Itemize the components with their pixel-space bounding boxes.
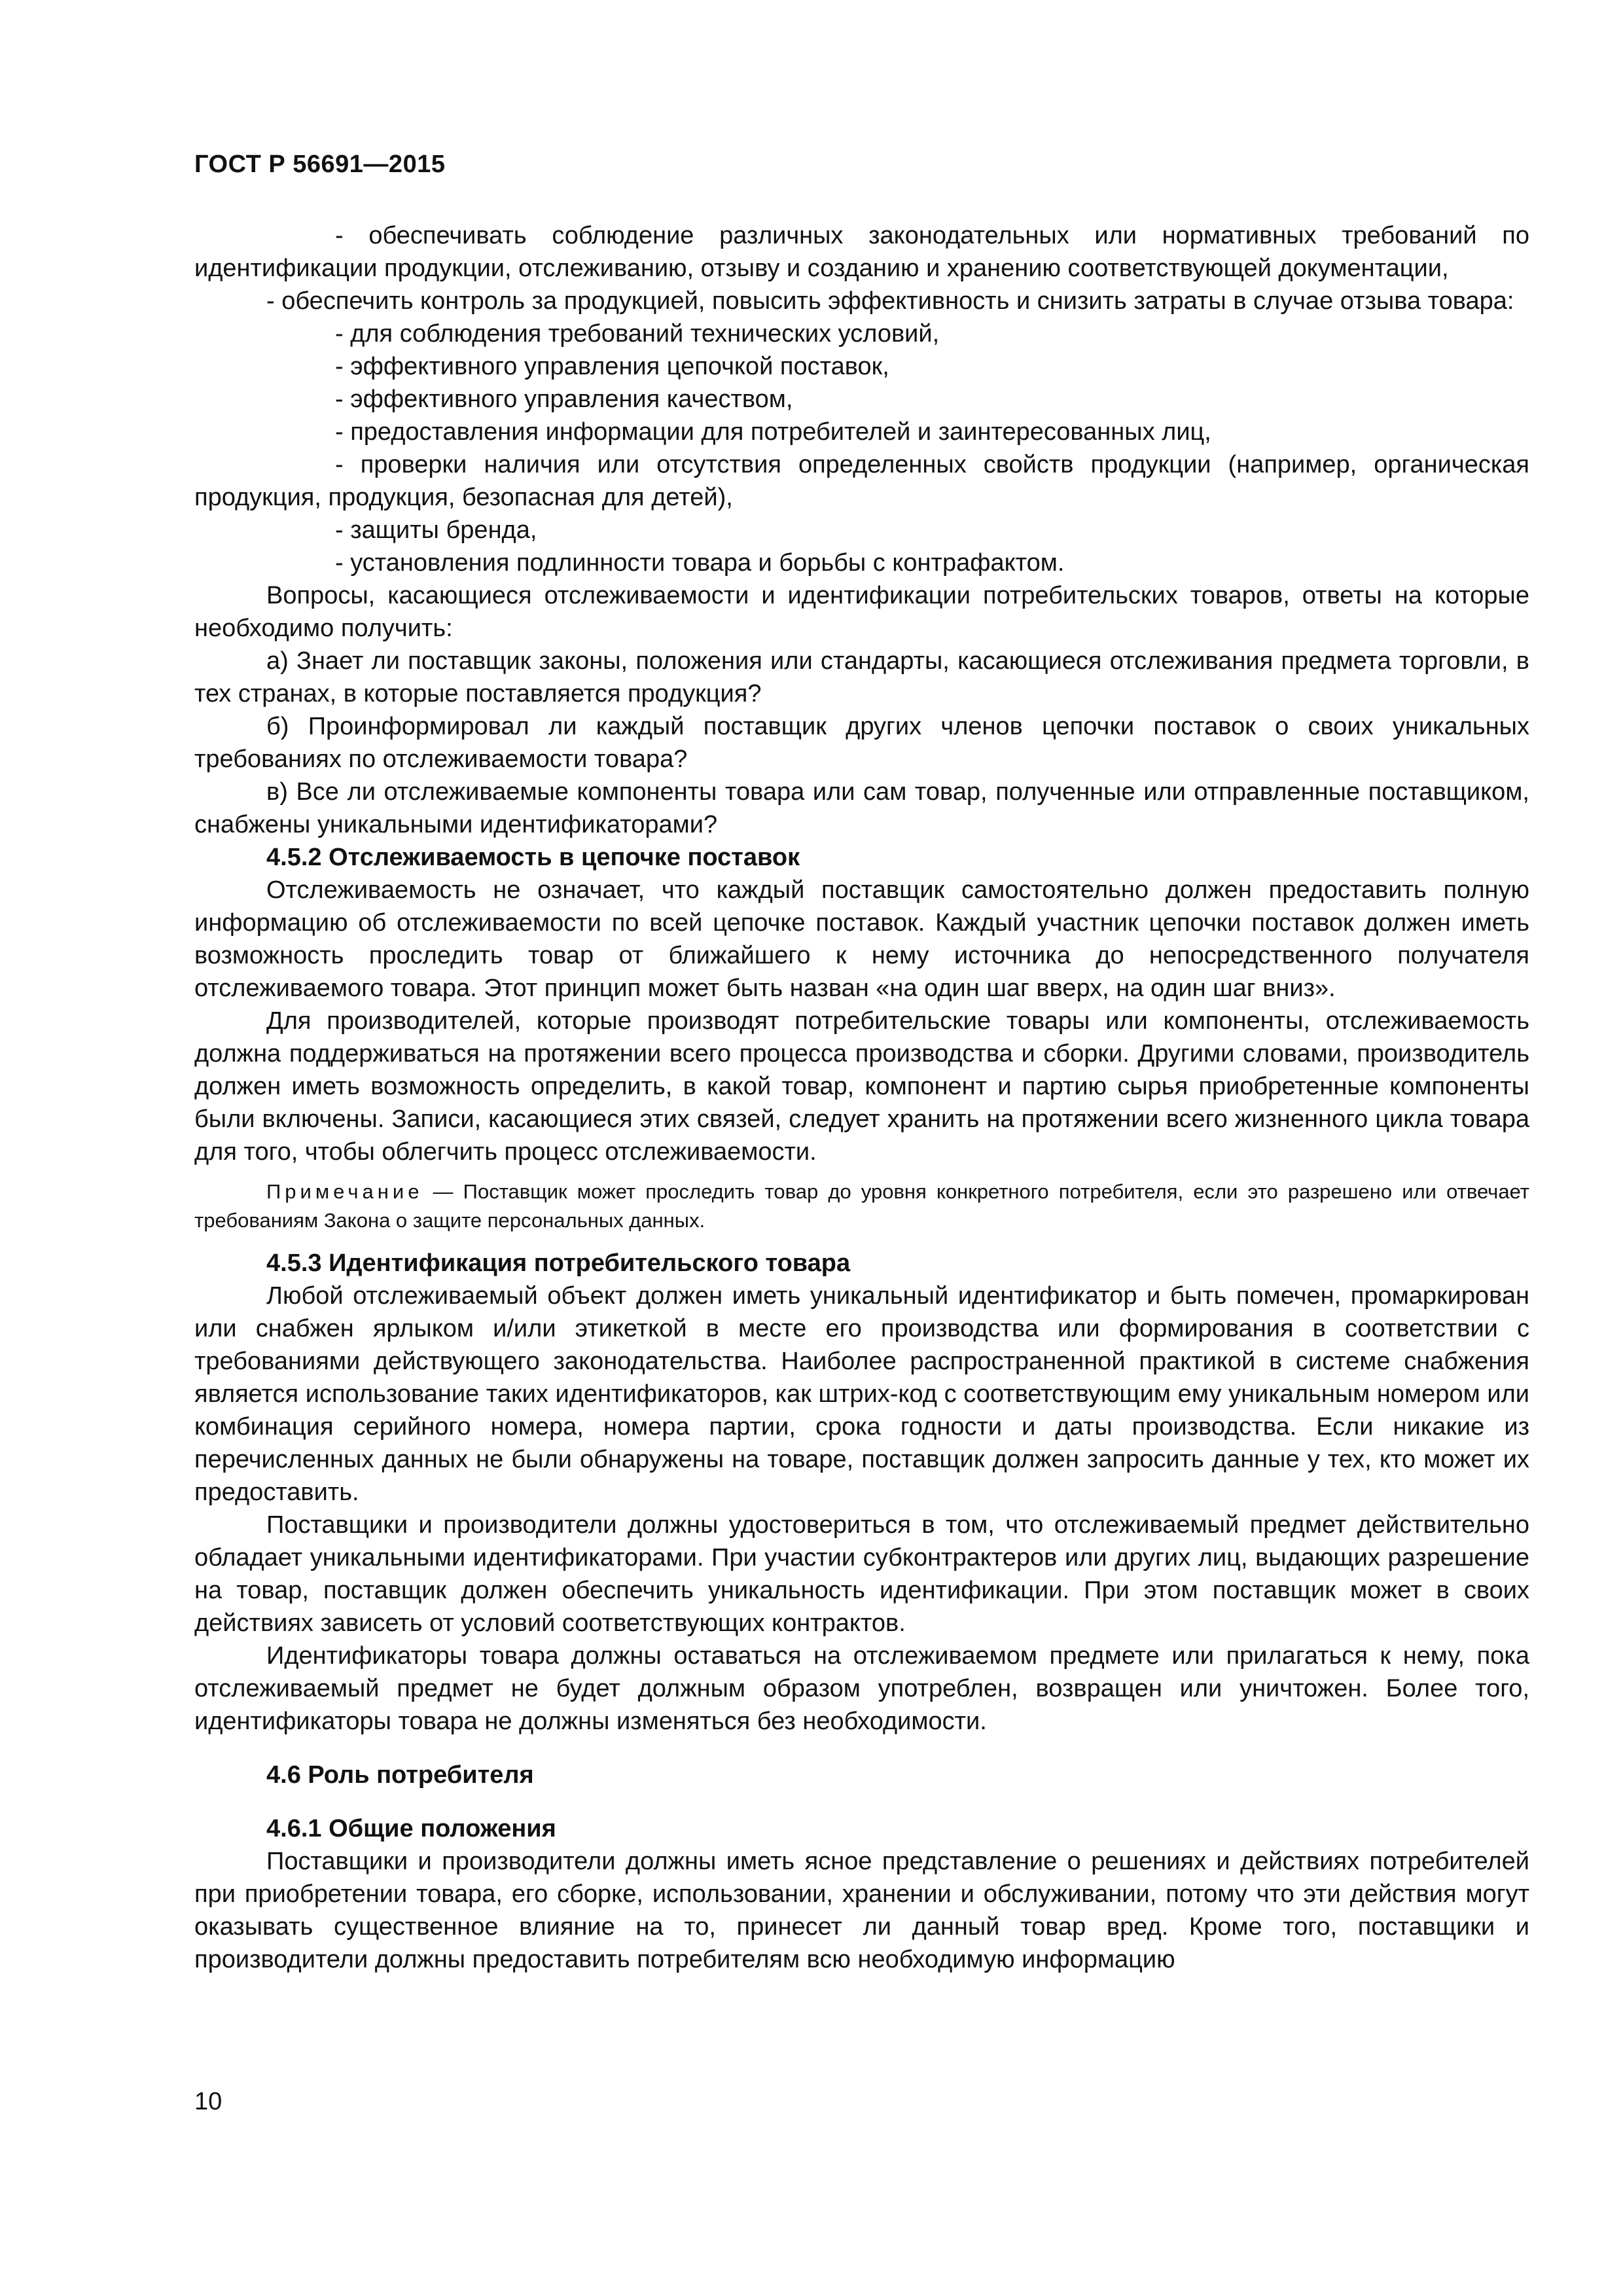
- list-item: - защиты бренда,: [335, 516, 537, 544]
- section-heading-4-6-1: 4.6.1 Общие положения: [266, 1815, 556, 1842]
- list-item: - установления подлинности товара и борьбы с контрафактом.: [335, 549, 1065, 577]
- paragraph: Вопросы, касающиеся отслеживаемости и идентификации потребительских товаров, ответы на которые необходимо получить:: [194, 582, 1529, 642]
- note-text: — Поставщик может проследить товар до уровня конкретного потребителя, если это разрешено или отвечает требованиям Закона о защите персональных данных.: [194, 1180, 1529, 1232]
- note: [194, 1177, 1529, 1235]
- page-number: 10: [194, 2088, 223, 2115]
- section-heading-4-6: 4.6 Роль потребителя: [266, 1761, 534, 1789]
- list-item: - эффективного управления качеством,: [335, 386, 793, 413]
- paragraph: Для производителей, которые производят потребительские товары или компоненты, отслеживаемость должна поддерживаться на протяжении всего процесса производства и сборки. Другими словами, производитель должен иметь возможность определить, в какой товар, компонент и партию сырья приобретенные компоненты были включены. Записи, касающиеся этих связей, следует хранить на протяжении всего жизненного цикла товара для того, чтобы облегчить процесс отслеживаемости.: [194, 1007, 1529, 1166]
- document-code: ГОСТ Р 56691—2015: [194, 151, 446, 178]
- paragraph: - обеспечивать соблюдение различных законодательных или нормативных требований по идентификации продукции, отслеживанию, отзыву и созданию и хранению соответствующей документации,: [194, 222, 1529, 282]
- paragraph: Идентификаторы товара должны оставаться на отслеживаемом предмете или прилагаться к нему, пока отслеживаемый предмет не будет должным образом употреблен, возвращен или уничтожен. Более того, идентификаторы товара не должны изменяться без необходимости.: [194, 1642, 1529, 1735]
- list-item: - эффективного управления цепочкой поставок,: [335, 353, 889, 380]
- section-heading-4-5-3: 4.5.3 Идентификация потребительского товара: [266, 1249, 851, 1277]
- question-a: а) Знает ли поставщик законы, положения или стандарты, касающиеся отслеживания предмета торговли, в тех странах, в которые поставляется продукция?: [194, 647, 1529, 708]
- question-c: в) Все ли отслеживаемые компоненты товара или сам товар, полученные или отправленные поставщиком, снабжены уникальными идентификаторами?: [194, 778, 1529, 838]
- list-item: - для соблюдения требований технических условий,: [335, 320, 940, 348]
- document-body: [194, 219, 1529, 1976]
- note-label: Примечание: [266, 1180, 423, 1203]
- section-heading-4-5-2: 4.5.2 Отслеживаемость в цепочке поставок: [266, 844, 800, 871]
- paragraph: Любой отслеживаемый объект должен иметь уникальный идентификатор и быть помечен, промаркирован или снабжен ярлыком и/или этикеткой в месте его производства или формирования в соответствии с требованиями действующего законодательства. Наиболее распространенной практикой в системе снабжения является использование таких идентификаторов, как штрих-код с соответствующим ему уникальным номером или комбинация серийного номера, номера партии, срока годности и даты производства. Если никакие из перечисленных данных не были обнаружены на товаре, поставщик должен запросить данные у тех, кто может их предоставить.: [194, 1282, 1529, 1506]
- paragraph: - обеспечить контроль за продукцией, повысить эффективность и снизить затраты в случае отзыва товара:: [266, 287, 1514, 315]
- question-b: б) Проинформировал ли каждый поставщик других членов цепочки поставок о своих уникальных требованиях по отслеживаемости товара?: [194, 713, 1529, 773]
- paragraph: Поставщики и производители должны иметь ясное представление о решениях и действиях потребителей при приобретении товара, его сборке, использовании, хранении и обслуживании, потому что эти действия могут оказывать существенное влияние на то, принесет ли данный товар вред. Кроме того, поставщики и производители должны предоставить потребителям всю необходимую информацию: [194, 1848, 1529, 1973]
- paragraph: Поставщики и производители должны удостовериться в том, что отслеживаемый предмет действительно обладает уникальными идентификаторами. При участии субконтрактеров или других лиц, выдающих разрешение на товар, поставщик должен обеспечить уникальность идентификации. При этом поставщик может в своих действиях зависеть от условий соответствующих контрактов.: [194, 1511, 1529, 1637]
- paragraph: Отслеживаемость не означает, что каждый поставщик самостоятельно должен предоставить полную информацию об отслеживаемости по всей цепочке поставок. Каждый участник цепочки поставок должен иметь возможность проследить товар от ближайшего к нему источника до непосредственного получателя отслеживаемого товара. Этот принцип может быть назван «на один шаг вверх, на один шаг вниз».: [194, 876, 1529, 1002]
- list-item: - проверки наличия или отсутствия определенных свойств продукции (например, органическая продукция, продукция, безопасная для детей),: [194, 451, 1529, 511]
- list-item: - предоставления информации для потребителей и заинтересованных лиц,: [335, 418, 1211, 446]
